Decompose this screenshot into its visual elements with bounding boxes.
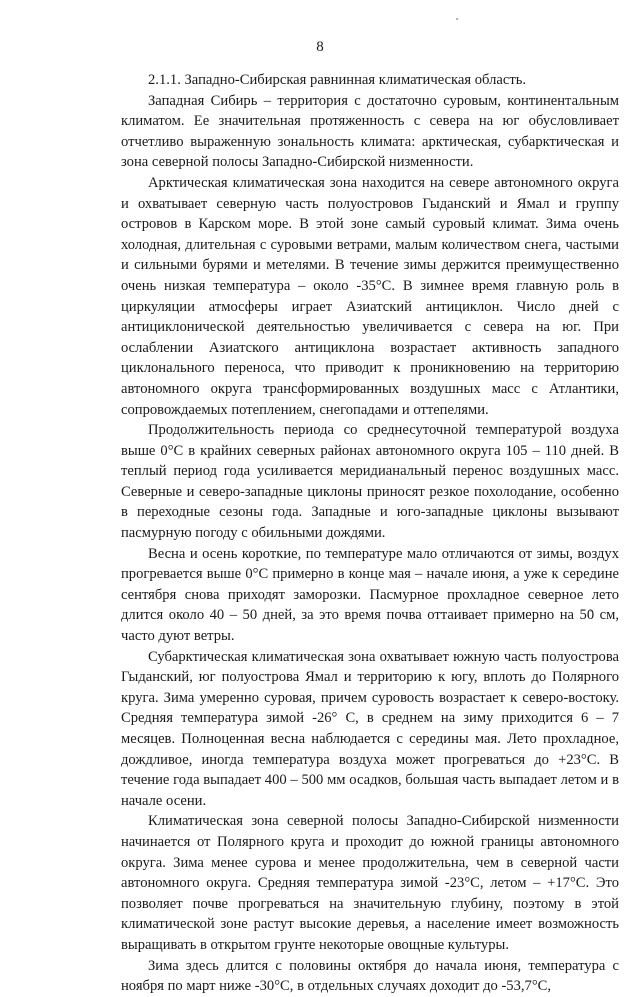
paragraph: Западная Сибирь – территория с достаточно суровым, континентальным климатом. Ее значительная протяженность с севера на юг обусловливает отчетливо выраженную зональность климата: арктическая, субарктическая и зона северной полосы Западно-Сибирской низменности. [121, 92, 619, 171]
paragraph: Весна и осень короткие, по температуре мало отличаются от зимы, воздух прогревается выше 0°С примерно в конце мая – начале июня, а уже к середине сентября снова приходят заморозки. Пасмурное прохладное северное лето длится около 40 – 50 дней, за это время почва оттаивает примерно на 50 см, часто дуют ветры. [121, 545, 619, 645]
paragraph: Климатическая зона северной полосы Западно-Сибирской низменности начинается от Полярного круга и проходит до южной границы автономного округа. Зима менее сурова и менее продолжительна, чем в северной части автономного округа. Средняя температура зимой -23°С, летом – +17°С. Это позволяет почве прогреваться на значительную глубину, поэтому в этой климатической зоне растут высокие деревья, а население имеет возможность выращивать в открытом грунте некоторые овощные культуры. [121, 813, 619, 953]
document-body [121, 70, 619, 997]
page-number: 8 [316, 39, 324, 55]
paragraph: Зима здесь длится с половины октября до начала июня, температура с ноября по март ниже -30°С, в отдельных случаях доходит до -53,7°С, [121, 957, 619, 995]
paragraph: Субарктическая климатическая зона охватывает южную часть полуострова Гыданский, юг полуострова Ямал и территорию к югу, вплоть до Полярного круга. Зима умеренно суровая, причем суровость возрастает к северо-востоку. Средняя температура зимой -26° С, в среднем на зиму приходится 6 – 7 месяцев. Полноценная весна наблюдается с середины мая. Лето прохладное, дождливое, иногда температура воздуха может прогреваться до +23°С. В течение года выпадает 400 – 500 мм осадков, большая часть выпадает летом и в начале осени. [121, 648, 619, 809]
paragraph: Продолжительность периода со среднесуточной температурой воздуха выше 0°С в крайних северных районах автономного округа 105 – 110 дней. В теплый период года усиливается меридианальный перенос воздушных масс. Северные и северо-западные циклоны приносят резкое похолодание, особенно в переходные сезоны года. Западные и юго-западные циклоны вызывают пасмурную погоду с обильными дождями. [121, 422, 619, 542]
scan-speck [456, 18, 458, 20]
paragraph: Арктическая климатическая зона находится на севере автономного округа и охватывает северную часть полуостровов Гыданский и Ямал и группу островов в Карском море. В этой зоне самый суровый климат. Зима очень холодная, длительная с суровыми ветрами, малым количеством снега, частыми и сильными бурями и метелями. В течение зимы держится преимущественно очень низкая температура – около -35°С. В зимнее время главную роль в циркуляции атмосферы играет Азиатский антициклон. Число дней с антициклонической деятельностью увеличивается с севера на юг. При ослаблении Азиатского антициклона возрастает активность западного циклонального переноса, что приводит к проникновению на территорию автономного округа трансформированных воздушных масс с Атлантики, сопровождаемых потеплением, снегопадами и оттепелями. [121, 174, 619, 418]
section-heading: 2.1.1. Западно-Сибирская равнинная климатическая область. [148, 72, 527, 88]
